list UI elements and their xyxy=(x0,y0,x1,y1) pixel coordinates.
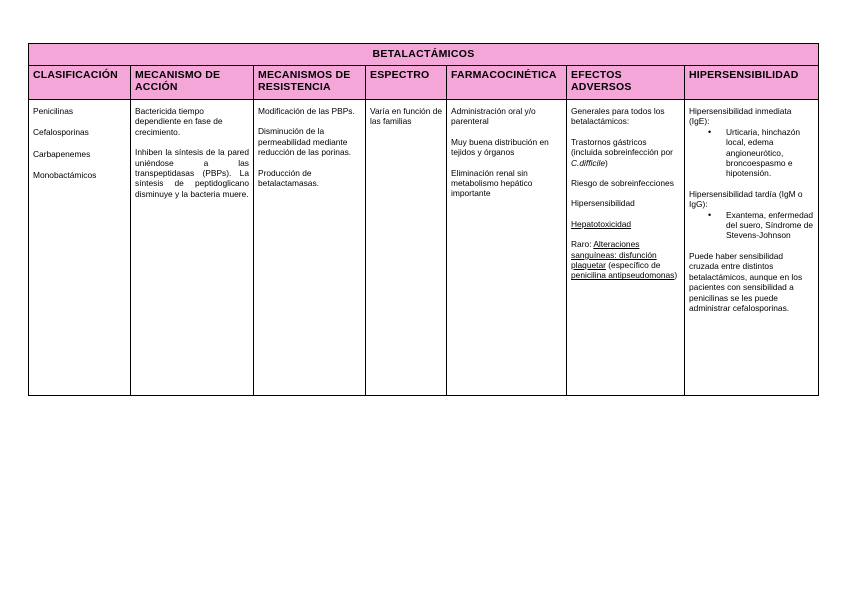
cell-espectro xyxy=(366,100,447,396)
efectos-text-6 xyxy=(571,239,680,281)
cell-mecanismo xyxy=(131,100,254,396)
hiper-list-1 xyxy=(689,127,814,179)
farmaco-text-2: Muy buena distribución en tejidos y órganos xyxy=(451,136,549,158)
efectos-text-6a: Raro: xyxy=(571,239,594,250)
efectos-text-5: Hepatotoxicidad xyxy=(571,218,632,229)
farmaco-text-1: Administración oral y/o parenteral xyxy=(451,106,536,127)
mecanismo-text-2: Inhiben la síntesis de la pared uniéndose a las transpeptidasas (PBPs). La síntesis de peptidoglicano disminuye y la bacteria muere. xyxy=(135,147,249,199)
hiper-text-3: Puede haber sensibilidad cruzada entre distintos betalactámicos, aunque en los pacientes con sensibilidad a penicilinas se les puede administrar cefalosporinas. xyxy=(689,250,803,313)
cell-clasificacion xyxy=(29,100,131,396)
resistencia-text-3: Producción de betalactamasas. xyxy=(258,167,319,189)
hiper-text-1: Hipersensibilidad inmediata (IgE): xyxy=(689,106,792,127)
resistencia-text-2: Disminución de la permeabilidad mediante reducción de las porinas. xyxy=(258,126,352,158)
header-clasificacion: CLASIFICACIÓN xyxy=(29,66,131,100)
header-espectro: ESPECTRO xyxy=(366,66,447,100)
efectos-text-3: Riesgo de sobreinfecciones xyxy=(571,178,674,189)
mecanismo-text-1: Bactericida tiempo dependiente en fase de crecimiento. xyxy=(135,106,223,137)
content-row xyxy=(29,100,819,396)
clase-item: Monobactámicos xyxy=(33,170,97,181)
efectos-text-6d: penicilina antipseudomonas xyxy=(571,270,675,281)
clase-item: Cefalosporinas xyxy=(33,127,89,138)
clase-item: Carbapenemes xyxy=(33,148,91,159)
efectos-organism: C.difficile xyxy=(571,157,605,168)
list-item: • Urticaria, hinchazón local, edema angioneurótico, broncoespasmo e hipotensión. xyxy=(726,127,814,179)
farmaco-text-3: Eliminación renal sin metabolismo hepático importante xyxy=(451,167,533,199)
hiper-text-2: Hipersensibilidad tardía (IgM o IgG): xyxy=(689,188,803,210)
hiper-list-2 xyxy=(689,210,814,241)
header-farmacocinetica: FARMACOCINÉTICA xyxy=(447,66,567,100)
cell-resistencia xyxy=(254,100,366,396)
header-efectos: EFECTOS ADVERSOS xyxy=(567,66,685,100)
efectos-text-6c: (específico de xyxy=(605,260,661,271)
espectro-text: Varía en función de las familias xyxy=(370,106,443,127)
cell-hipersensibilidad xyxy=(685,100,819,396)
efectos-text-2b: ) xyxy=(604,157,608,168)
efectos-text-2a: Trastornos gástricos (incluida sobreinfección por xyxy=(571,136,673,158)
clase-item: Penicilinas xyxy=(33,106,74,116)
betalactamicos-table xyxy=(28,43,819,396)
table-title: BETALACTÁMICOS xyxy=(29,44,819,66)
header-resistencia: MECANISMOS DE RESISTENCIA xyxy=(254,66,366,100)
efectos-text-4: Hipersensibilidad xyxy=(571,198,635,209)
title-row xyxy=(29,44,819,66)
efectos-text-6e: ) xyxy=(674,270,678,281)
efectos-text-6b: Alteraciones sanguíneas: disfunción plaquetar xyxy=(571,239,657,271)
resistencia-text-1: Modificación de las PBPs. xyxy=(258,106,355,116)
cell-farmacocinetica xyxy=(447,100,567,396)
header-row xyxy=(29,66,819,100)
cell-efectos xyxy=(567,100,685,396)
header-mecanismo: MECANISMO DE ACCIÓN xyxy=(131,66,254,100)
efectos-text-1: Generales para todos los betalactámicos: xyxy=(571,106,665,127)
efectos-text-2 xyxy=(571,137,680,168)
header-hipersensibilidad: HIPERSENSIBILIDAD xyxy=(685,66,819,100)
list-item: • Exantema, enfermedad del suero, Síndrome de Stevens-Johnson xyxy=(726,210,814,241)
